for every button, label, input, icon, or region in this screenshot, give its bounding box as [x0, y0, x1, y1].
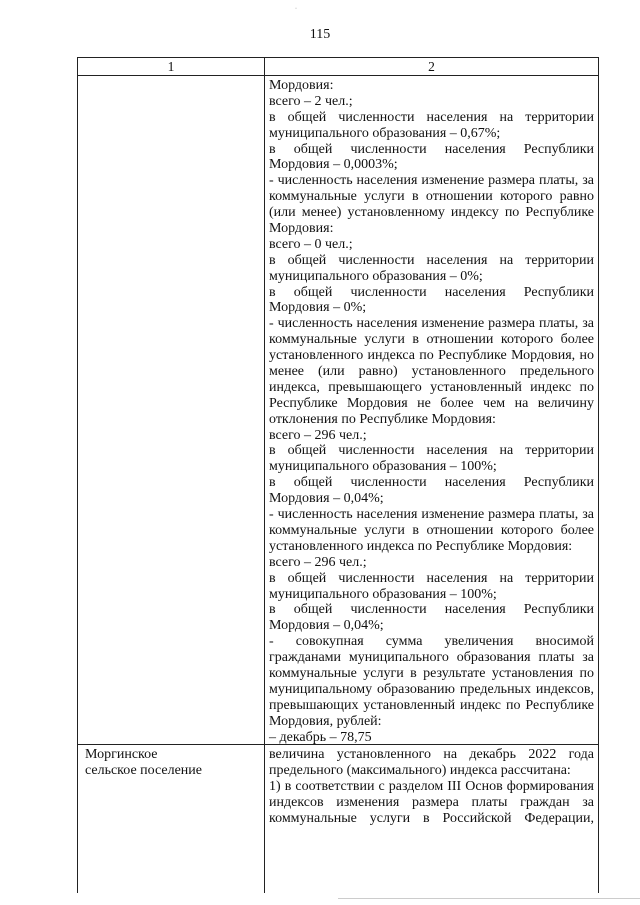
text-line: всего – 296 чел.;: [269, 427, 367, 443]
text-line: в общей численности населения Республики: [269, 141, 594, 157]
scan-edge-line: [338, 898, 640, 899]
text-line: Мордовия – 0,0003%;: [269, 157, 398, 173]
text-line: установленного индекса по Республике Мордовия, но: [269, 348, 594, 364]
column-divider: [264, 58, 265, 893]
column-header-1: 1: [167, 59, 175, 74]
text-line: в общей численности населения на территории: [269, 109, 594, 125]
text-line: муниципального образования – 0%;: [269, 268, 483, 284]
text-line: (или менее) установленному индексу по Республике: [269, 205, 594, 221]
page-number: 115: [309, 27, 331, 42]
text-line: превышающих установленный индекс по Республике: [269, 697, 594, 713]
row2-municipality-cell: [85, 747, 260, 779]
text-line: в общей численности населения Республики: [269, 602, 594, 618]
text-line: менее (или равно) установленного предельного: [269, 364, 594, 380]
text-line: всего – 2 чел.;: [269, 93, 353, 109]
text-line: коммунальные услуги в Российской Федерации,: [269, 810, 594, 826]
text-line: 1) в соответствии с разделом III Основ формирования: [269, 778, 594, 794]
text-line: Мордовия – 0%;: [269, 300, 367, 316]
row2-description-cell: [269, 747, 594, 826]
text-line: Мордовия:: [269, 221, 334, 237]
text-line: Республике Мордовия не более чем на величину: [269, 395, 594, 411]
text-line: всего – 296 чел.;: [269, 554, 367, 570]
text-line: муниципального образования – 100%;: [269, 586, 497, 602]
text-line: коммунальные услуги в отношении которого более: [269, 332, 594, 348]
text-line: - численность населения изменение размера платы, за: [269, 316, 594, 332]
text-line: величина установленного на декабрь 2022 года: [269, 747, 594, 762]
text-line: коммунальные услуги в отношении которого равно: [269, 189, 594, 205]
text-line: индексов изменения размера платы граждан за: [269, 794, 594, 810]
text-line: - численность населения изменение размера платы, за: [269, 507, 594, 523]
text-line: Мордовия:: [269, 78, 334, 93]
text-line: предельного (максимального) индекса рассчитана:: [269, 762, 571, 778]
text-line: муниципальному образованию предельных индексов,: [269, 681, 594, 697]
text-line: в общей численности населения Республики: [269, 284, 594, 300]
text-line: муниципального образования – 100%;: [269, 459, 497, 475]
text-line: Мордовия – 0,04%;: [269, 491, 384, 507]
row1-description-cell: [269, 78, 594, 745]
text-line: установленного индекса по Республике Мордовия:: [269, 538, 573, 554]
text-line: в общей численности населения на территории: [269, 252, 594, 268]
text-line: муниципального образования – 0,67%;: [269, 125, 501, 141]
text-line: в общей численности населения на территории: [269, 570, 594, 586]
column-header-2: 2: [428, 59, 435, 74]
text-line: гражданами муниципального образования платы за: [269, 650, 594, 666]
text-line: в общей численности населения на территории: [269, 443, 594, 459]
text-line: – декабрь – 78,75: [269, 729, 372, 745]
text-line: коммунальные услуги в отношении которого более: [269, 522, 594, 538]
text-line: - совокупная сумма увеличения вносимой: [269, 634, 594, 650]
text-line: - численность населения изменение размера платы, за: [269, 173, 594, 189]
text-line: Мордовия, рублей:: [269, 713, 382, 729]
scan-speck: ·: [295, 6, 297, 12]
text-line: Мордовия – 0,04%;: [269, 618, 384, 634]
text-line: отклонения по Республике Мордовия:: [269, 411, 496, 427]
municipality-name-line: Моргинское: [85, 747, 158, 762]
text-line: в общей численности населения Республики: [269, 475, 594, 491]
text-line: индекса, превышающего установленный индекс по: [269, 379, 594, 395]
table-header-row: [78, 58, 598, 76]
text-line: всего – 0 чел.;: [269, 236, 353, 252]
municipality-name-line: сельское поселение: [85, 762, 202, 778]
text-line: коммунальные услуги в результате установления по: [269, 665, 594, 681]
document-table: [77, 57, 599, 893]
